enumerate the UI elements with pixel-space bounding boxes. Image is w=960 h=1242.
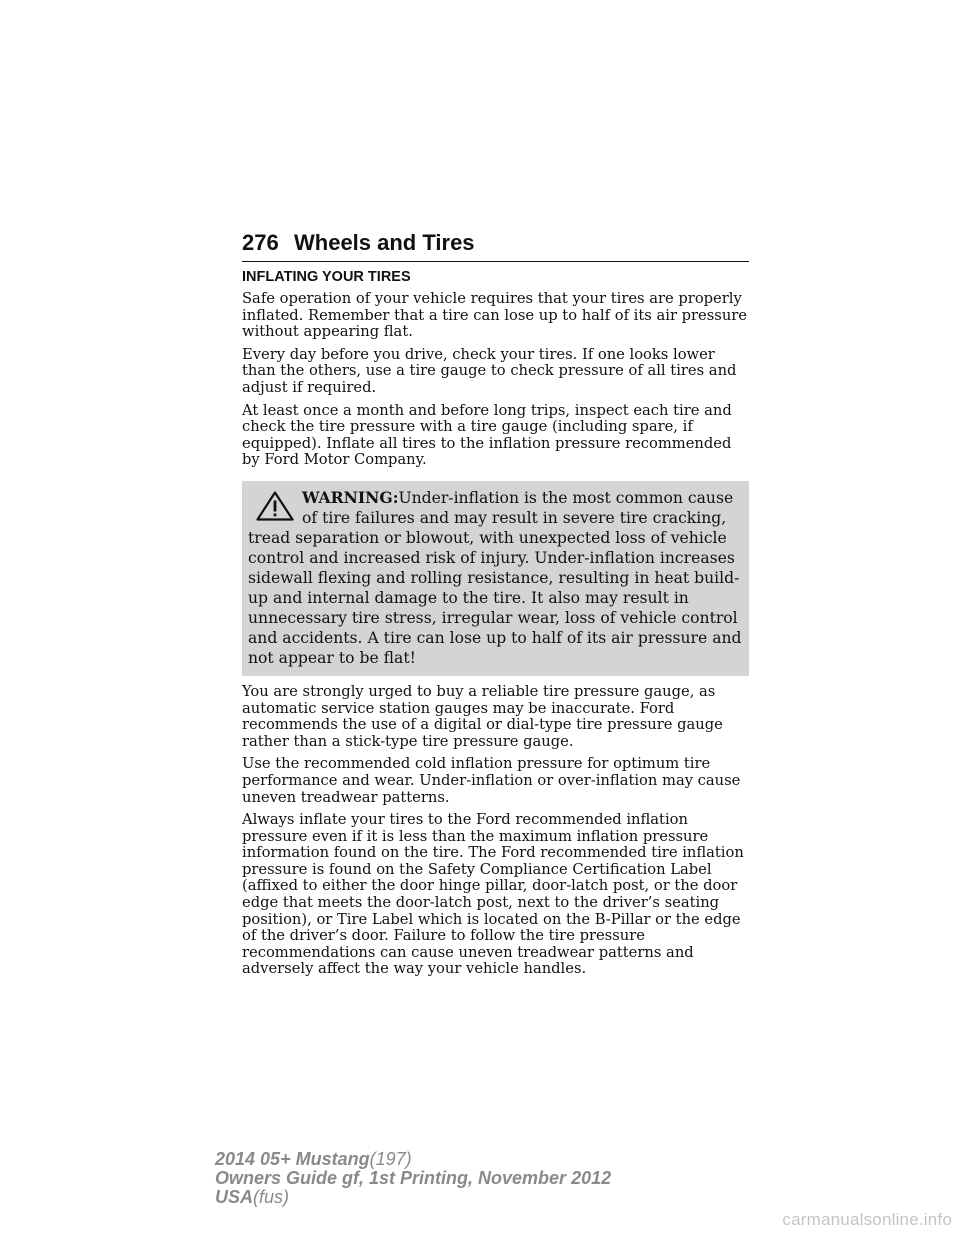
footer-market-code: (fus) [253,1187,290,1207]
paragraph: Every day before you drive, check your tires. If one looks lower than the others, use a tire gauge to check pressure of all tires and adjust if required. [242,345,737,396]
paragraph: You are strongly urged to buy a reliable tire pressure gauge, as automatic service station gauges may be inaccurate. Ford recommends the use of a digital or dial-type tire pressure gauge rather than a stick-type tire pressure gauge. [242,682,723,750]
footer-line-guide: Owners Guide gf, 1st Printing, November 2012 [215,1168,612,1188]
page-number: 276 [242,230,279,255]
chapter-title: Wheels and Tires [294,230,475,255]
paragraph: Always inflate your tires to the Ford recommended inflation pressure even if it is less than the maximum inflation pressure information found on the tire. The Ford recommended tire inflation pressure is found on the Safety Compliance Certification Label (affixed to either the door hinge pillar, door-latch post, or the door edge that meets the door-latch post, next to the driver’s seating position), or Tire Label which is located on the B-Pillar or the edge of the driver’s door. Failure to follow the tire pressure recommendations can cause uneven treadwear patterns and adversely affect the way your vehicle handles. [242,811,744,978]
document-footer [215,1150,611,1207]
footer-market: USA [215,1187,254,1207]
section-heading: INFLATING YOUR TIRES [242,269,411,285]
warning-label: WARNING: [302,487,399,507]
warning-box [242,481,749,676]
paragraph: Use the recommended cold inflation pressure for optimum tire performance and wear. Under-inflation or over-inflation may cause uneven treadwear patterns. [242,755,741,806]
footer-model-name: 2014 05+ Mustang [215,1149,370,1169]
warning-text: Under-inflation is the most common cause of tire failures and may result in severe tire cracking, tread separation or blowout, with unexpected loss of vehicle control and increased risk of injury. Under-inflation increases sidewall flexing and rolling resistance, resulting in heat build-up and internal damage to the tire. It also may result in unnecessary tire stress, irregular wear, loss of vehicle control and accidents. A tire can lose up to half of its air pressure and not appear to be flat! [248,488,742,667]
warning-triangle-icon [256,491,294,521]
paragraph: At least once a month and before long trips, inspect each tire and check the tire pressure with a tire gauge (including spare, if equipped). Inflate all tires to the inflation pressure recommended by Ford Motor Company. [242,401,732,469]
footer-line-market [215,1188,611,1207]
footer-line-model [215,1150,611,1169]
paragraph: Safe operation of your vehicle requires that your tires are properly inflated. Remember that a tire can lose up to half of its air pressure without appearing flat. [242,290,747,341]
footer-model-code: (197) [369,1149,412,1169]
page-header [242,229,749,262]
watermark: carmanualsonline.info [782,1210,952,1229]
page-content [242,268,749,984]
